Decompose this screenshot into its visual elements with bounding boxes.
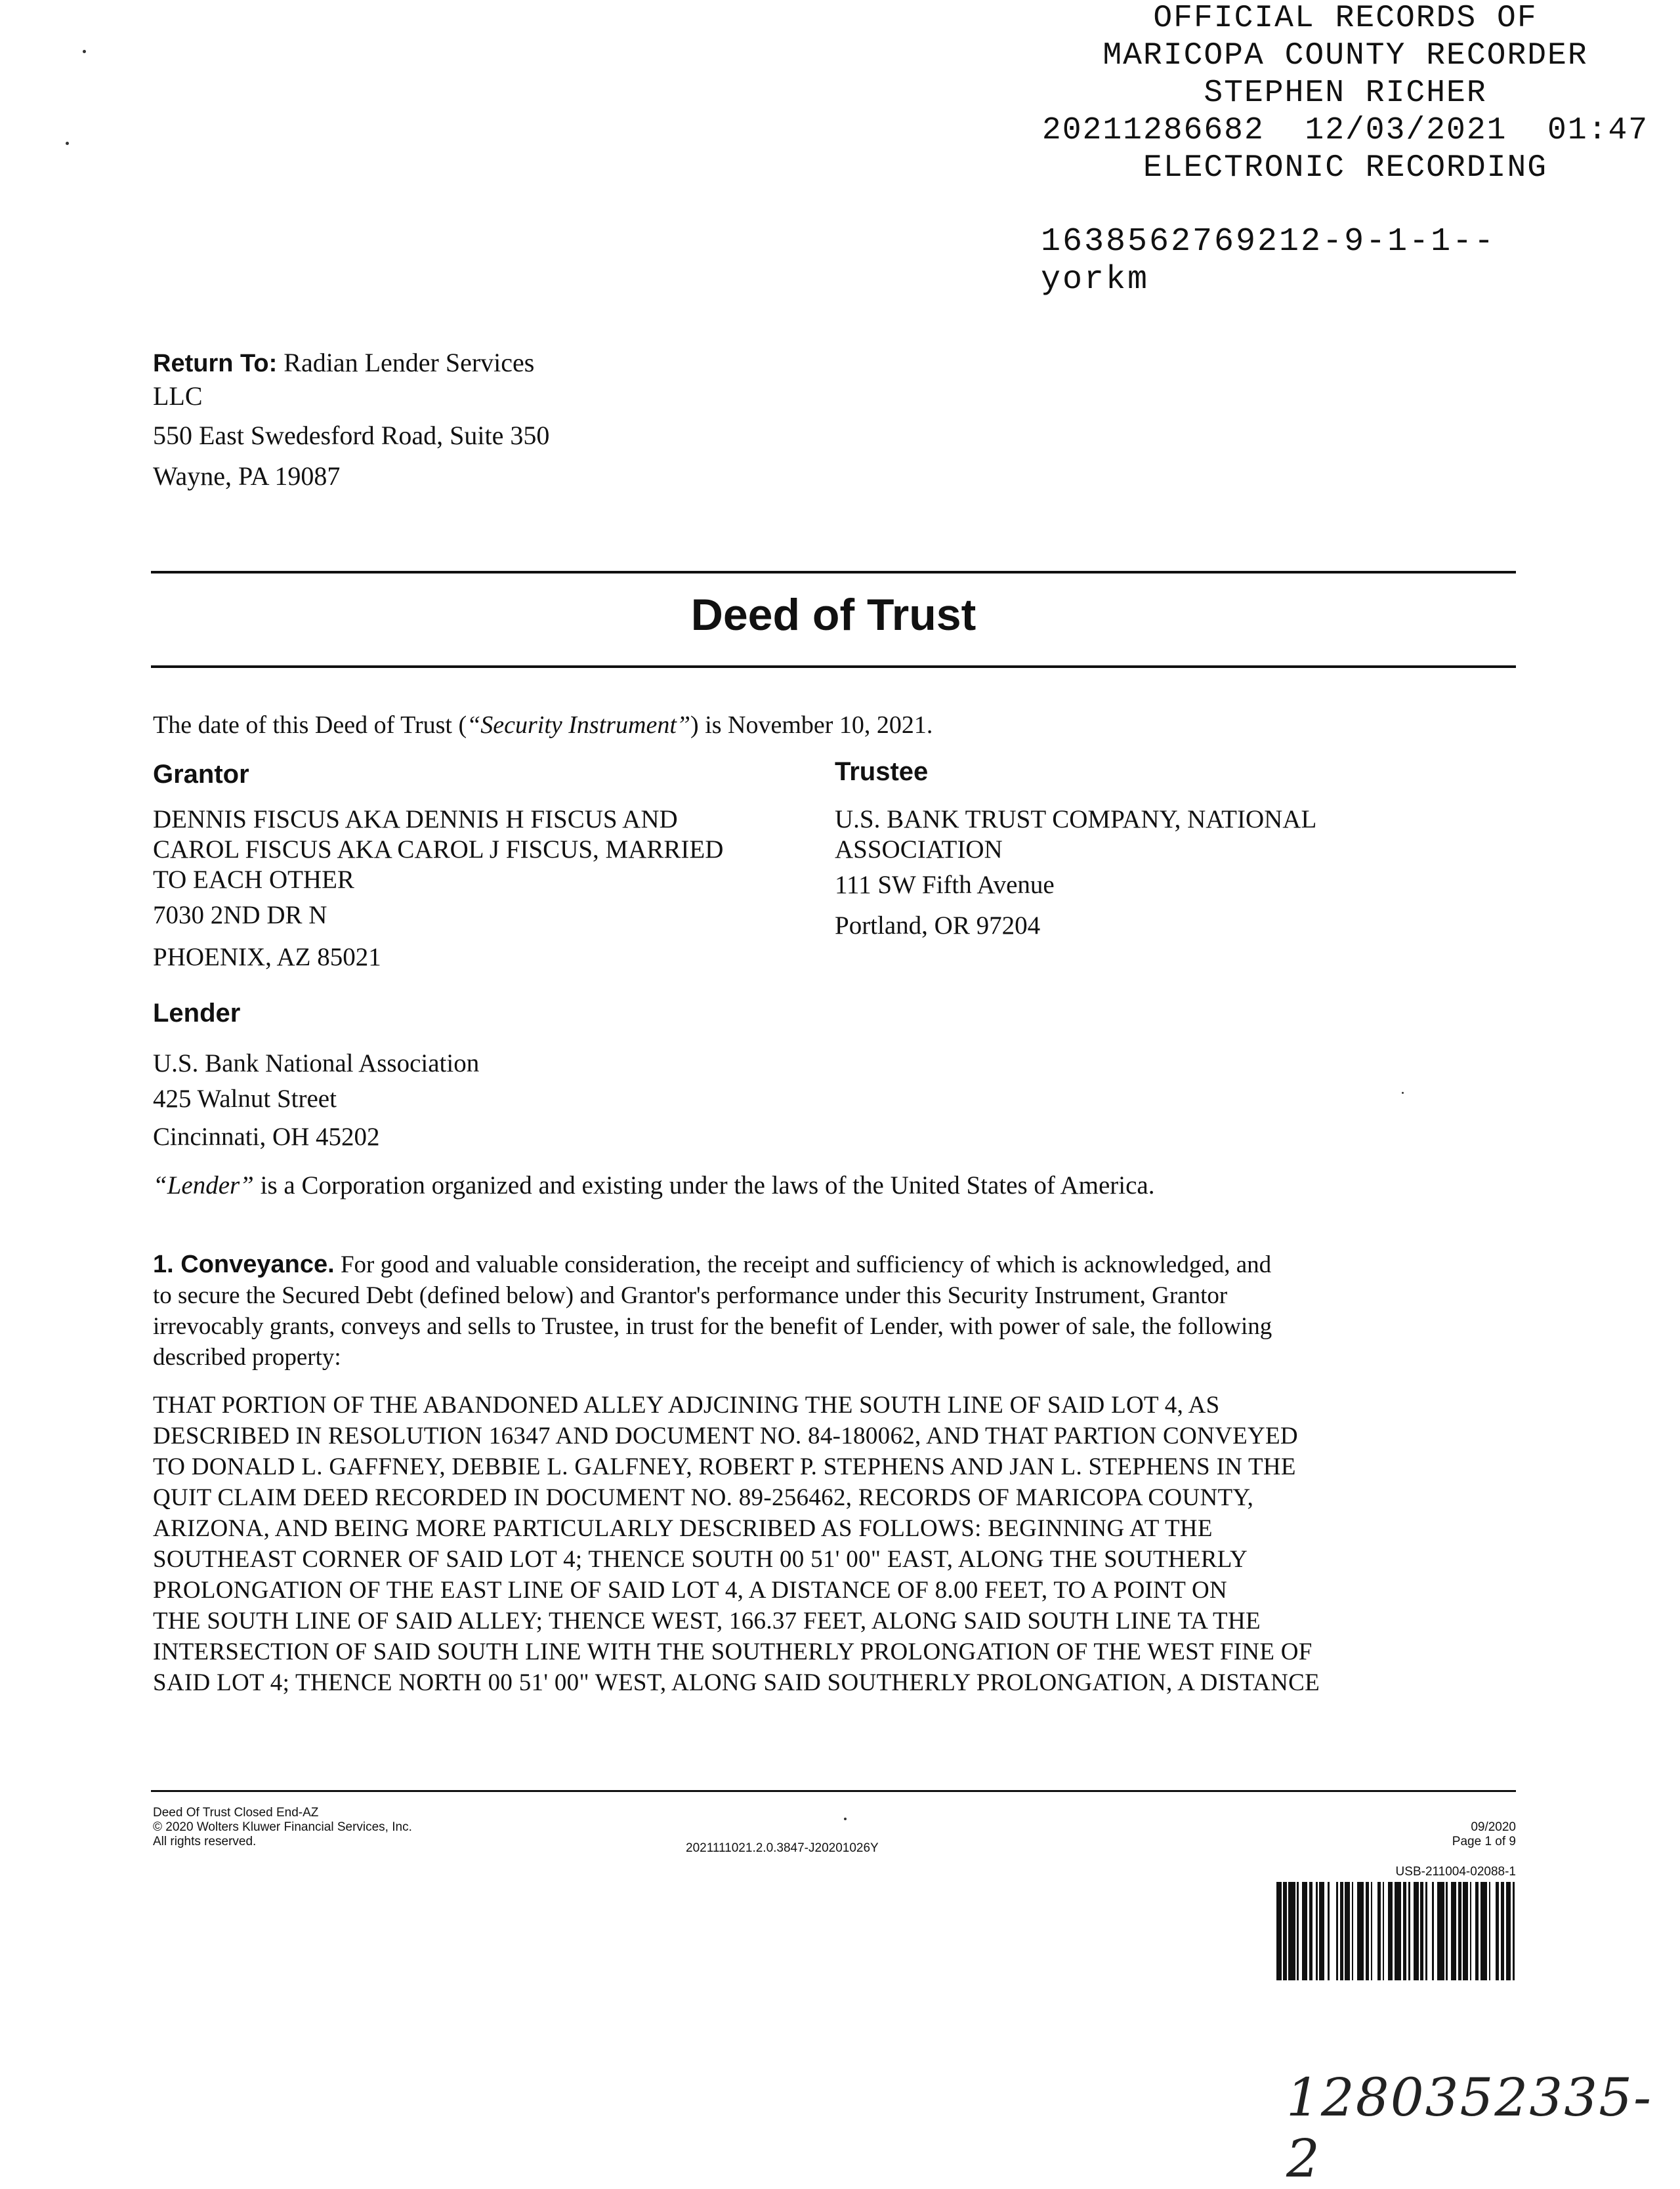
barcode-gap <box>1330 1882 1336 1980</box>
barcode-bar <box>1288 1882 1295 1980</box>
lender-sentence <box>153 1171 1531 1201</box>
legal-description <box>153 1390 1544 1698</box>
grantor-line-2: CAROL FISCUS AKA CAROL J FISCUS, MARRIED <box>153 835 724 864</box>
legal-line: TO DONALD L. GAFFNEY, DEBBIE L. GALFNEY, ROBERT P. STEPHENS AND JAN L. STEPHENS IN THE <box>153 1453 1296 1480</box>
barcode-gap <box>1427 1882 1433 1980</box>
barcode-bar <box>1345 1882 1350 1980</box>
barcode-bar <box>1414 1882 1419 1980</box>
footer-form-name: Deed Of Trust Closed End-AZ <box>153 1806 319 1820</box>
legal-line: ARIZONA, AND BEING MORE PARTICULARLY DESCRIBED AS FOLLOWS: BEGINNING AT THE <box>153 1515 1213 1542</box>
stamp-id-line-2: yorkm <box>1041 261 1150 299</box>
grantor-heading: Grantor <box>153 760 249 789</box>
conveyance-line-4: described property: <box>153 1344 341 1371</box>
lender-line-1: U.S. Bank National Association <box>153 1049 480 1077</box>
footer-doc-code: 2021111021.2.0.3847-J20201026Y <box>686 1841 879 1855</box>
barcode-bar <box>1357 1882 1364 1980</box>
trustee-address-2: Portland, OR 97204 <box>835 911 1041 940</box>
barcode-gap <box>1372 1882 1377 1980</box>
stamp-line-1: OFFICIAL RECORDS OF <box>1153 1 1538 36</box>
date-sentence-italic: “Security Instrument” <box>467 711 691 739</box>
lender-sentence-text: is a Corporation organized and existing under the laws of the United States of America. <box>253 1171 1155 1199</box>
legal-line: THAT PORTION OF THE ABANDONED ALLEY ADJCINING THE SOUTH LINE OF SAID LOT 4, AS <box>153 1392 1220 1419</box>
legal-line: SOUTHEAST CORNER OF SAID LOT 4; THENCE SOUTH 00 51' 00" EAST, ALONG THE SOUTHERLY <box>153 1546 1248 1573</box>
grantor-line-3: TO EACH OTHER <box>153 865 354 894</box>
barcode-bar <box>1276 1882 1282 1980</box>
grantor-line-1: DENNIS FISCUS AKA DENNIS H FISCUS AND <box>153 805 678 833</box>
stamp-line-5: ELECTRONIC RECORDING <box>1143 150 1548 186</box>
return-to-line-3: 550 East Swedesford Road, Suite 350 <box>153 421 550 450</box>
return-to-line-2: LLC <box>153 381 203 411</box>
footer-form-date: 09/2020 <box>1471 1820 1516 1834</box>
grantor-block <box>153 804 809 972</box>
legal-line: DESCRIBED IN RESOLUTION 16347 AND DOCUMENT NO. 84-180062, AND THAT PARTION CONVEYED <box>153 1423 1298 1449</box>
grantor-address-1: 7030 2ND DR N <box>153 901 327 929</box>
stamp-line-2: MARICOPA COUNTY RECORDER <box>1102 38 1588 73</box>
footer-copyright: © 2020 Wolters Kluwer Financial Services, Inc. <box>153 1820 412 1834</box>
footer-page-number: Page 1 of 9 <box>1452 1835 1516 1848</box>
stamp-id-line-1: 1638562769212-9-1-1-- <box>1041 223 1496 261</box>
page-title: Deed of Trust <box>690 590 976 640</box>
scan-speck <box>1402 1092 1404 1094</box>
barcode-gap <box>1490 1882 1496 1980</box>
barcode <box>1276 1882 1518 1980</box>
title-bottom-rule <box>151 665 1516 668</box>
trustee-address-1: 111 SW Fifth Avenue <box>835 871 1055 899</box>
barcode-bar <box>1302 1882 1307 1980</box>
lender-line-2: 425 Walnut Street <box>153 1085 337 1113</box>
scan-speck <box>83 50 86 53</box>
conveyance-line-3: irrevocably grants, conveys and sells to Trustee, in trust for the benefit of Lender, with power of sale, the following <box>153 1313 1272 1340</box>
date-sentence-pre: The date of this Deed of Trust ( <box>153 711 467 739</box>
barcode-bar <box>1388 1882 1393 1980</box>
conveyance-line-1: For good and valuable consideration, the receipt and sufficiency of which is acknowledged, and <box>334 1251 1272 1278</box>
footer-rights: All rights reserved. <box>153 1835 257 1848</box>
lender-line-3: Cincinnati, OH 45202 <box>153 1123 380 1151</box>
legal-line: INTERSECTION OF SAID SOUTH LINE WITH THE SOUTHERLY PROLONGATION OF THE WEST FINE OF <box>153 1638 1312 1665</box>
stamp-id <box>1041 223 1496 299</box>
legal-line: SAID LOT 4; THENCE NORTH 00 51' 00" WEST, ALONG SAID SOUTHERLY PROLONGATION, A DISTANCE <box>153 1669 1320 1696</box>
title-top-rule <box>151 571 1516 573</box>
legal-line: PROLONGATION OF THE EAST LINE OF SAID LOT 4, A DISTANCE OF 8.00 FEET, TO A POINT ON <box>153 1577 1228 1604</box>
trustee-line-1: U.S. BANK TRUST COMPANY, NATIONAL <box>835 805 1317 833</box>
return-to-line-4: Wayne, PA 19087 <box>153 461 341 491</box>
recorder-stamp <box>1024 0 1667 187</box>
barcode-bar <box>1437 1882 1444 1980</box>
trustee-block <box>835 804 1491 941</box>
return-to-line-1: Radian Lender Services <box>284 348 535 377</box>
barcode-label: USB-211004-02088-1 <box>1395 1865 1516 1879</box>
barcode-bar <box>1463 1882 1468 1980</box>
footer-rule <box>151 1790 1516 1792</box>
scan-speck <box>66 142 69 145</box>
trustee-line-2: ASSOCIATION <box>835 835 1003 864</box>
handwritten-number: 1280352335-2 <box>1286 2067 1653 2189</box>
return-to-block <box>153 346 612 493</box>
lender-heading: Lender <box>153 999 241 1028</box>
date-sentence <box>153 710 1465 740</box>
barcode-bar <box>1319 1882 1324 1980</box>
trustee-heading: Trustee <box>835 757 929 786</box>
conveyance-paragraph <box>153 1249 1531 1373</box>
barcode-gap <box>1515 1882 1518 1980</box>
legal-line: THE SOUTH LINE OF SAID ALLEY; THENCE WEST, 166.37 FEET, ALONG SAID SOUTH LINE TA THE <box>153 1608 1261 1635</box>
stamp-recording-number: 20211286682 12/03/2021 01:47 <box>1041 113 1649 148</box>
grantor-address-2: PHOENIX, AZ 85021 <box>153 943 381 971</box>
footer-left <box>153 1806 547 1849</box>
lender-italic: “Lender” <box>153 1171 254 1199</box>
barcode-bar <box>1451 1882 1456 1980</box>
footer-right <box>1319 1820 1516 1849</box>
barcode-bar <box>1395 1882 1401 1980</box>
scan-speck <box>844 1818 847 1820</box>
date-sentence-post: ) is November 10, 2021. <box>690 711 933 739</box>
legal-line: QUIT CLAIM DEED RECORDED IN DOCUMENT NO. 89-256462, RECORDS OF MARICOPA COUNTY, <box>153 1484 1254 1511</box>
barcode-bar <box>1506 1882 1511 1980</box>
conveyance-heading: 1. Conveyance. <box>153 1251 335 1278</box>
conveyance-line-2: to secure the Secured Debt (defined below) and Grantor's performance under this Security Instrument, Grantor <box>153 1282 1228 1309</box>
barcode-bar <box>1480 1882 1487 1980</box>
lender-block <box>153 1046 809 1155</box>
return-to-label: Return To: <box>153 350 278 377</box>
stamp-line-3: STEPHEN RICHER <box>1204 75 1487 111</box>
